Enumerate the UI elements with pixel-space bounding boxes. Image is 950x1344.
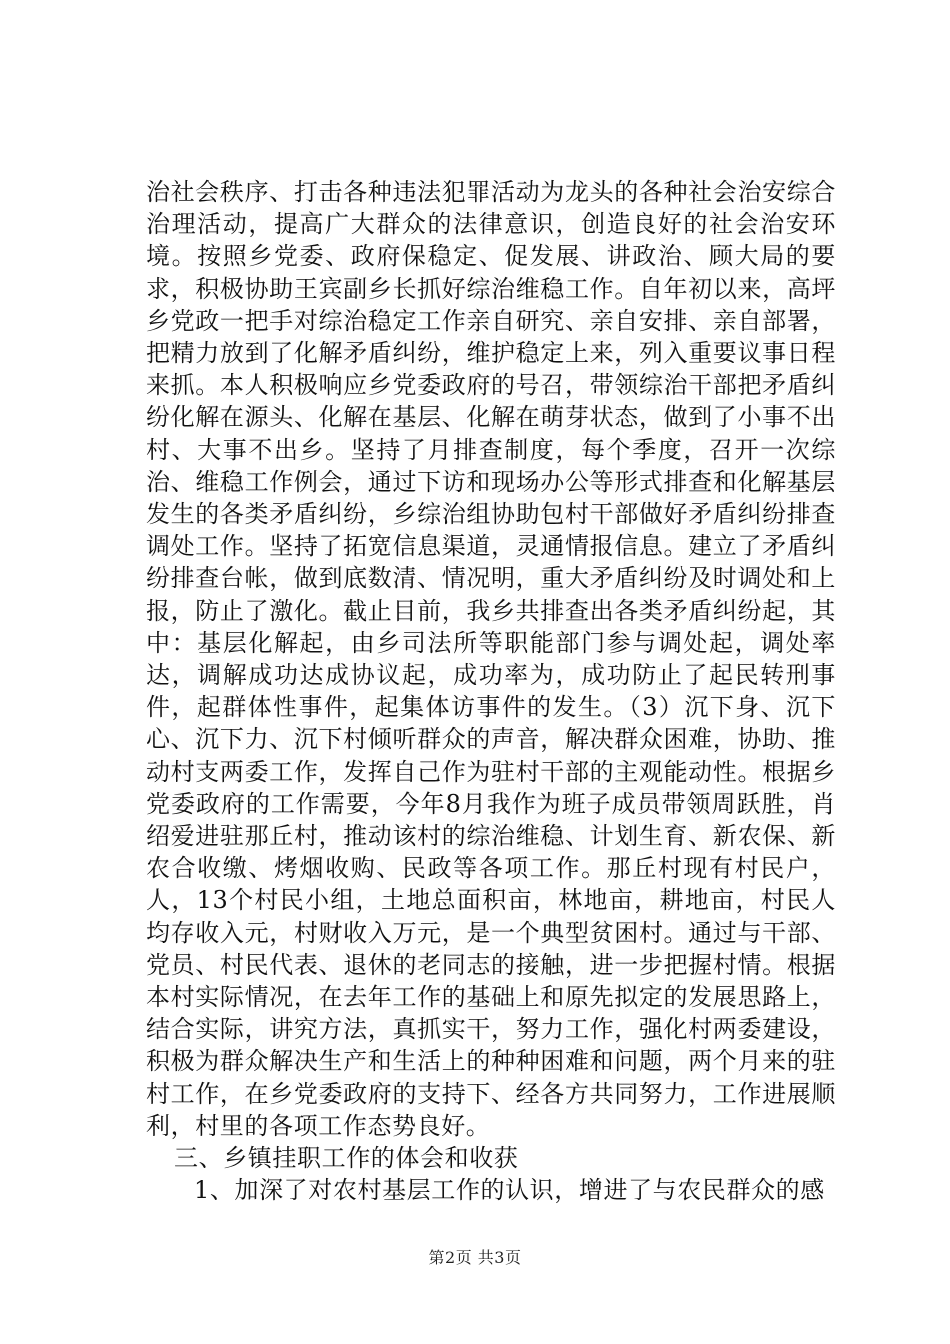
body-paragraph-start: 1、加深了对农村基层工作的认识，增进了与农民群众的感 — [194, 1176, 825, 1205]
document-body — [146, 176, 836, 1207]
body-paragraph: 治社会秩序、打击各种违法犯罪活动为龙头的各种社会治安综合治理活动，提高广大群众的法律意识，创造良好的社会治安环境。按照乡党委、政府保稳定、促发展、讲政治、顾大局的要求，积极协助王宾副乡长抓好综治维稳工作。自年初以来，高坪乡党政一把手对综治稳定工作亲自研究、亲自安排、亲自部署，把精力放到了化解矛盾纠纷，维护稳定上来，列入重要议事日程来抓。本人积极响应乡党委政府的号召，带领综治干部把矛盾纠纷化解在源头、化解在基层、化解在萌芽状态，做到了小事不出村、大事不出乡。坚持了月排查制度，每个季度，召开一次综治、维稳工作例会，通过下访和现场办公等形式排查和化解基层发生的各类矛盾纠纷，乡综治组协助包村干部做好矛盾纠纷排查调处工作。坚持了拓宽信息渠道，灵通情报信息。建立了矛盾纠纷排查台帐，做到底数清、情况明，重大矛盾纠纷及时调处和上报，防止了激化。截止目前，我乡共排查出各类矛盾纠纷起，其中：基层化解起，由乡司法所等职能部门参与调处起，调处率达，调解成功达成协议起，成功率为，成功防止了起民转刑事件，起群体性事件，起集体访事件的发生。（3）沉下身、沉下心、沉下力、沉下村倾听群众的声音，解决群众困难，协助、推动村支两委工作，发挥自己作为驻村干部的主观能动性。根据乡党委政府的工作需要，今年8月我作为班子成员带领周跃胜，肖绍爱进驻那丘村，推动该村的综治维稳、计划生育、新农保、新农合收缴、烤烟收购、民政等各项工作。那丘村现有村民户，人，13个村民小组，土地总面积亩，林地亩，耕地亩，村民人均存收入元，村财收入万元，是一个典型贫困村。通过与干部、党员、村民代表、退休的老同志的接触，进一步把握村情。根据本村实际情况，在去年工作的基础上和原先拟定的发展思路上，结合实际，讲究方法，真抓实干，努力工作，强化村两委建设，积极为群众解决生产和生活上的种种困难和问题，两个月来的驻村工作，在乡党委政府的支持下、经各方共同努力，工作进展顺利，村里的各项工作态势良好。 — [146, 178, 836, 1140]
section-heading: 三、乡镇挂职工作的体会和收获 — [174, 1144, 519, 1173]
page-number-footer: 第2页 共3页 — [428, 1248, 522, 1267]
